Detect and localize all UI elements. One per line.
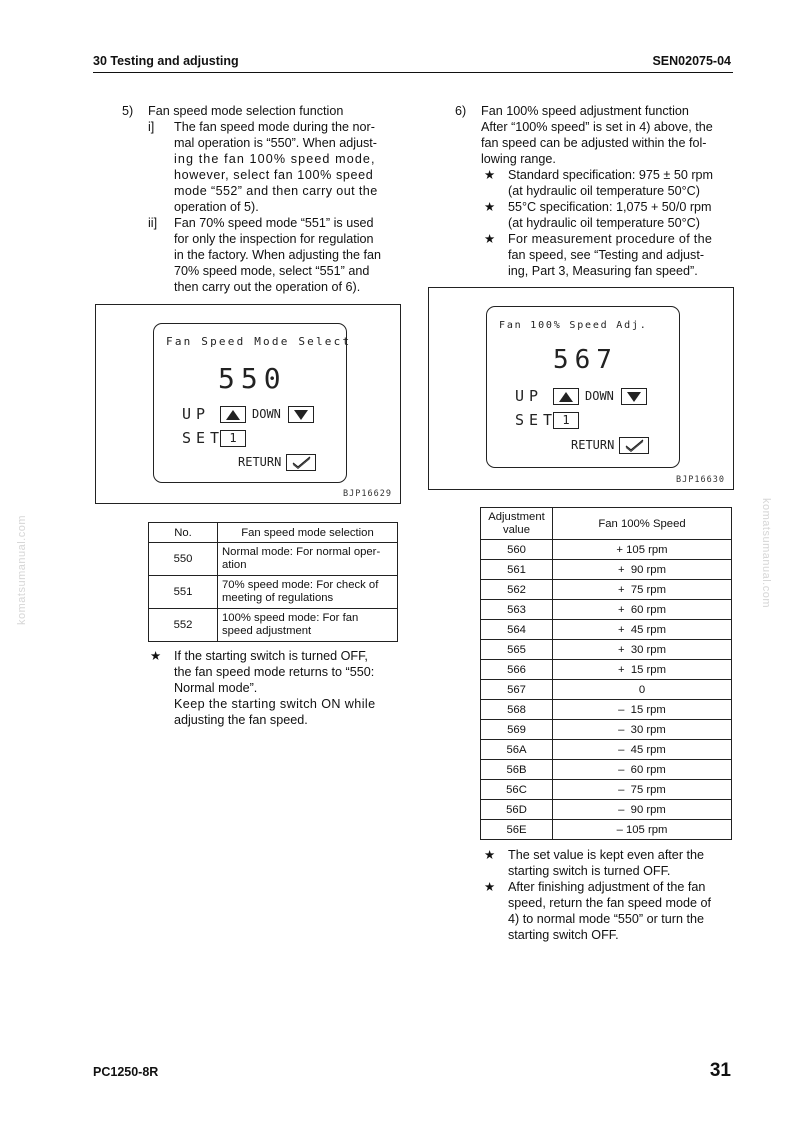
up-button[interactable] [220,406,246,423]
figure-code: BJP16630 [676,475,725,485]
adjustment-value: 56C [481,780,553,800]
fan-speed-offset: + 90 rpm [553,560,732,580]
figure-code: BJP16629 [343,489,392,499]
monitor-screen-mode-select [95,304,401,504]
table-row [481,540,732,560]
item6-title: Fan 100% speed adjustment function [481,104,689,118]
up-arrow-icon [559,392,573,402]
adjustment-value: 562 [481,580,553,600]
checkmark-icon [620,438,648,453]
table-row [149,543,398,576]
screen-title: Fan 100% Speed Adj. [499,320,648,331]
item5-ii-text: Fan 70% speed mode “551” is used for only the inspection for regulation in the factory. When adjusting the fan 70% speed mode, select “551” and then carry out the operation of 6). [174,216,381,294]
fan-speed-offset: + 75 rpm [553,580,732,600]
item5-title: Fan speed mode selection function [148,104,344,118]
mode-number: 551 [149,576,218,609]
mode-description: Normal mode: For normal oper- ation [218,543,398,576]
return-label: RETURN [571,438,615,452]
fan-speed-offset: – 75 rpm [553,780,732,800]
up-label: UP [182,405,211,423]
section-title: 30 Testing and adjusting [93,54,239,68]
adjustment-value: 566 [481,660,553,680]
table-row [481,780,732,800]
up-label: UP [515,387,544,405]
adjust-value: 567 [553,345,618,375]
adjustment-value: 56B [481,760,553,780]
item6-text: After “100% speed” is set in 4) above, the fan speed can be adjusted within the fol- lowing range. [481,120,713,166]
adjustment-value: 56D [481,800,553,820]
return-button[interactable] [619,437,649,454]
document-code: SEN02075-04 [652,54,731,68]
table-row [481,680,732,700]
column-header: Fan 100% Speed [553,508,732,540]
table-row [481,740,732,760]
fan-speed-offset: + 60 rpm [553,600,732,620]
adjustment-value: 564 [481,620,553,640]
mode-value: 550 [218,362,287,395]
fan-speed-offset: 0 [553,680,732,700]
screen-title: Fan Speed Mode Select [166,335,352,348]
up-arrow-icon [226,410,240,420]
item6-note-measurement: For measurement procedure of the fan speed, see “Testing and adjust- ing, Part 3, Measuring fan speed”. [508,232,713,278]
fan-speed-offset: – 90 rpm [553,800,732,820]
page-number: 31 [709,1060,731,1081]
table-row [481,660,732,680]
mode-description: 70% speed mode: For check of meeting of regulations [218,576,398,609]
table-row [481,720,732,740]
mode-description: 100% speed mode: For fan speed adjustment [218,609,398,642]
down-arrow-icon [294,410,308,420]
table-row [149,609,398,642]
adjustment-value: 568 [481,700,553,720]
column-header: Adjustment value [481,508,553,540]
right-note-1: The set value is kept even after the starting switch is turned OFF. [508,848,705,878]
down-button[interactable] [288,406,314,423]
adjustment-table [480,507,732,840]
table-row [481,800,732,820]
mode-number: 550 [149,543,218,576]
fan-speed-offset: + 30 rpm [553,640,732,660]
watermark-left: komatsumanual.com [16,515,28,625]
model-number: PC1250-8R [93,1065,159,1079]
table-row [481,760,732,780]
fan-speed-offset: + 45 rpm [553,620,732,640]
item6-number: 6) [455,104,467,118]
fan-speed-offset: + 15 rpm [553,660,732,680]
monitor-screen-speed-adj [428,287,734,490]
column-header: Fan speed mode selection [218,523,398,543]
up-button[interactable] [553,388,579,405]
return-label: RETURN [238,455,282,469]
adjustment-value: 563 [481,600,553,620]
fan-speed-offset: – 15 rpm [553,700,732,720]
star-icon: ★ [484,168,496,182]
down-button[interactable] [621,388,647,405]
table-row [481,640,732,660]
adjustment-value: 561 [481,560,553,580]
column-header: No. [149,523,218,543]
lcd-display [153,323,352,483]
table-row [481,620,732,640]
fan-speed-offset: + 105 rpm [553,540,732,560]
item5-i-number: i] [148,120,155,134]
fan-speed-offset: – 105 rpm [553,820,732,840]
return-button[interactable] [286,454,316,471]
table-row [481,700,732,720]
fan-speed-offset: – 45 rpm [553,740,732,760]
table-row [481,600,732,620]
watermark-right: komatsumanual.com [760,498,772,608]
lcd-display [486,306,680,468]
star-icon: ★ [484,848,496,862]
table-row [481,820,732,840]
fan-speed-offset: – 60 rpm [553,760,732,780]
adjustment-value: 567 [481,680,553,700]
item5-ii-number: ii] [148,216,158,230]
table-row [481,580,732,600]
adjustment-value: 569 [481,720,553,740]
star-icon: ★ [150,649,162,663]
adjustment-value: 56A [481,740,553,760]
mode-table [148,522,398,642]
adjustment-value: 56E [481,820,553,840]
star-icon: ★ [484,200,496,214]
set-label: SET [182,429,225,447]
down-label: DOWN [252,407,281,421]
item5-number: 5) [122,104,134,118]
right-note-2: After finishing adjustment of the fan speed, return the fan speed mode of 4) to normal mode “550” or turn the starting switch OFF. [508,880,712,942]
star-icon: ★ [484,232,496,246]
adjustment-value: 560 [481,540,553,560]
item5-i-text: The fan speed mode during the nor- mal operation is “550”. When adjust- ing the fan 100% speed mode, however, select fan 100% speed mode “552” and then carry out the operation of 5). [174,120,378,214]
down-arrow-icon [627,392,641,402]
table-row [149,576,398,609]
header-rule [93,72,733,73]
set-button[interactable]: 1 [220,430,246,447]
adjustment-value: 565 [481,640,553,660]
set-label: SET [515,411,558,429]
mode-number: 552 [149,609,218,642]
checkmark-icon [287,455,315,470]
item6-note-55c: 55°C specification: 1,075 + 50/0 rpm (at hydraulic oil temperature 50°C) [508,200,712,230]
set-button[interactable]: 1 [553,412,579,429]
down-label: DOWN [585,389,614,403]
item6-note-standard: Standard specification: 975 ± 50 rpm (at hydraulic oil temperature 50°C) [508,168,714,198]
star-icon: ★ [484,880,496,894]
table-row [481,560,732,580]
left-note-text: If the starting switch is turned OFF, the fan speed mode returns to “550: Normal mode”. Keep the starting switch ON while adjusting the fan speed. [174,649,376,727]
fan-speed-offset: – 30 rpm [553,720,732,740]
